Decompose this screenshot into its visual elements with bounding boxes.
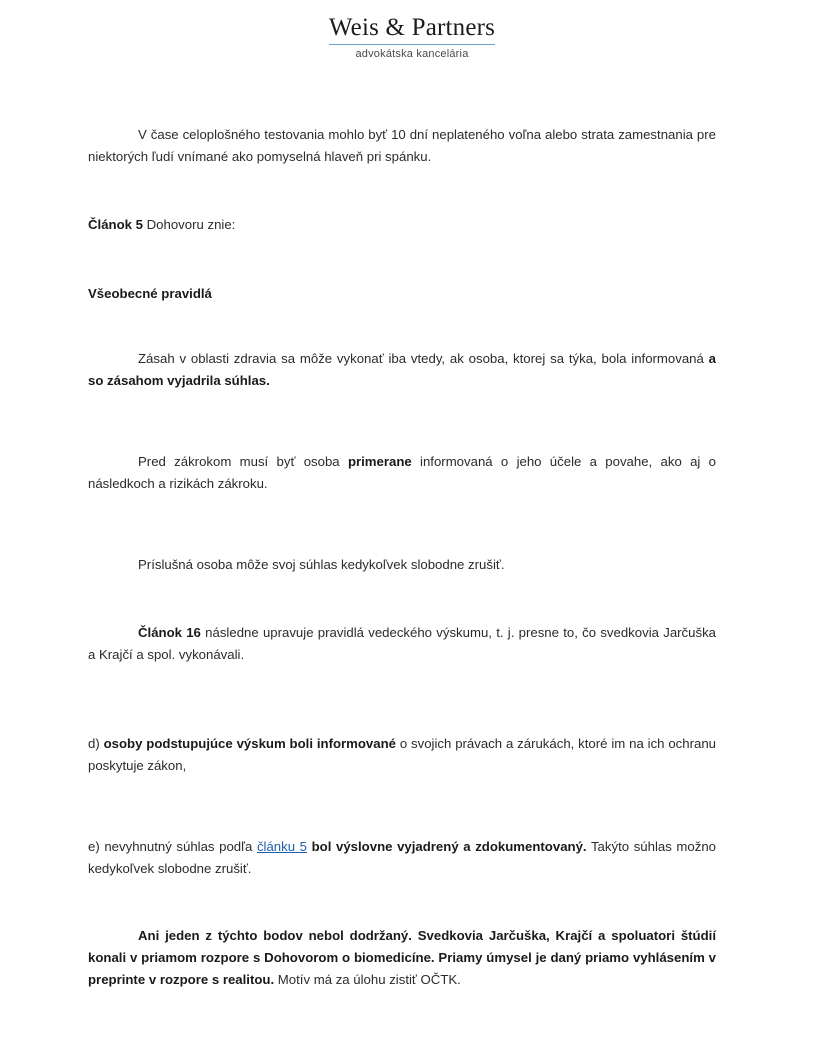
article16-text: následne upravuje pravidlá vedeckého výskumu, t. j. presne to, čo svedkovia Jarčuška a Krajčí a spol. vykonávali.: [88, 625, 716, 662]
conclusion-bold: Ani jeden z týchto bodov nebol dodržaný. Svedkovia Jarčuška, Krajčí a spoluatori štúdií konali v priamom rozpore s Dohovorom o biomedicíne. Priamy úmysel je daný priamo vyhlásením v preprinte v rozpore s realitou.: [88, 928, 716, 987]
conclusion-text: Motív má za úlohu zistiť OČTK.: [274, 972, 461, 987]
item-d-prefix: d): [88, 736, 104, 751]
paragraph-withdraw: [88, 554, 716, 576]
intervention-text: Zásah v oblasti zdravia sa môže vykonať iba vtedy, ak osoba, ktorej sa týka, bola informovaná: [138, 351, 709, 366]
article16-label: Článok 16: [138, 625, 201, 640]
paragraph-item-d: [88, 733, 716, 777]
paragraph-procedure: [88, 451, 716, 495]
article5-link[interactable]: článku 5: [256, 839, 308, 854]
item-d-text: o svojich právach a zárukách, ktoré im na ich ochranu poskytuje zákon,: [88, 736, 717, 773]
paragraph-article5-intro: [88, 214, 716, 236]
withdraw-text: Príslušná osoba môže svoj súhlas kedykoľvek slobodne zrušiť.: [138, 557, 505, 572]
paragraph-intervention: [88, 348, 716, 392]
paragraph-testing: [88, 124, 716, 168]
paragraph-item-e: [88, 836, 716, 880]
article5-label: Článok 5: [88, 217, 143, 232]
letterhead: [0, 14, 824, 60]
item-e-bold: bol výslovne vyjadrený a zdokumentovaný.: [307, 839, 587, 854]
procedure-text-2: informovaná o jeho účele a povahe, ako aj o následkoch a rizikách zákroku.: [88, 454, 717, 491]
item-d-bold: osoby podstupujúce výskum boli informované: [103, 736, 396, 751]
firm-logo-subtitle: advokátska kancelária: [355, 48, 469, 60]
article5-intro-text: Dohovoru znie:: [142, 217, 236, 232]
item-e-prefix: e) nevyhnutný súhlas podľa: [88, 839, 257, 854]
section-heading: [88, 283, 716, 305]
paragraph-testing-text: V čase celoplošného testovania mohlo byť 10 dní neplateného voľna alebo strata zamestnania pre niektorých ľudí vnímané ako pomyselná hlaveň pri spánku.: [88, 127, 716, 164]
procedure-bold: primerane: [347, 454, 412, 469]
firm-logo-title: Weis & Partners: [329, 14, 495, 45]
intervention-consent-bold: a so zásahom vyjadrila súhlas.: [88, 351, 716, 388]
paragraph-conclusion: [88, 925, 716, 991]
paragraph-article16: [88, 622, 716, 666]
item-e-text: Takýto súhlas možno kedykoľvek slobodne zrušiť.: [88, 839, 717, 876]
procedure-text-1: Pred zákrokom musí byť osoba: [138, 454, 348, 469]
general-rules-heading: Všeobecné pravidlá: [88, 286, 212, 301]
